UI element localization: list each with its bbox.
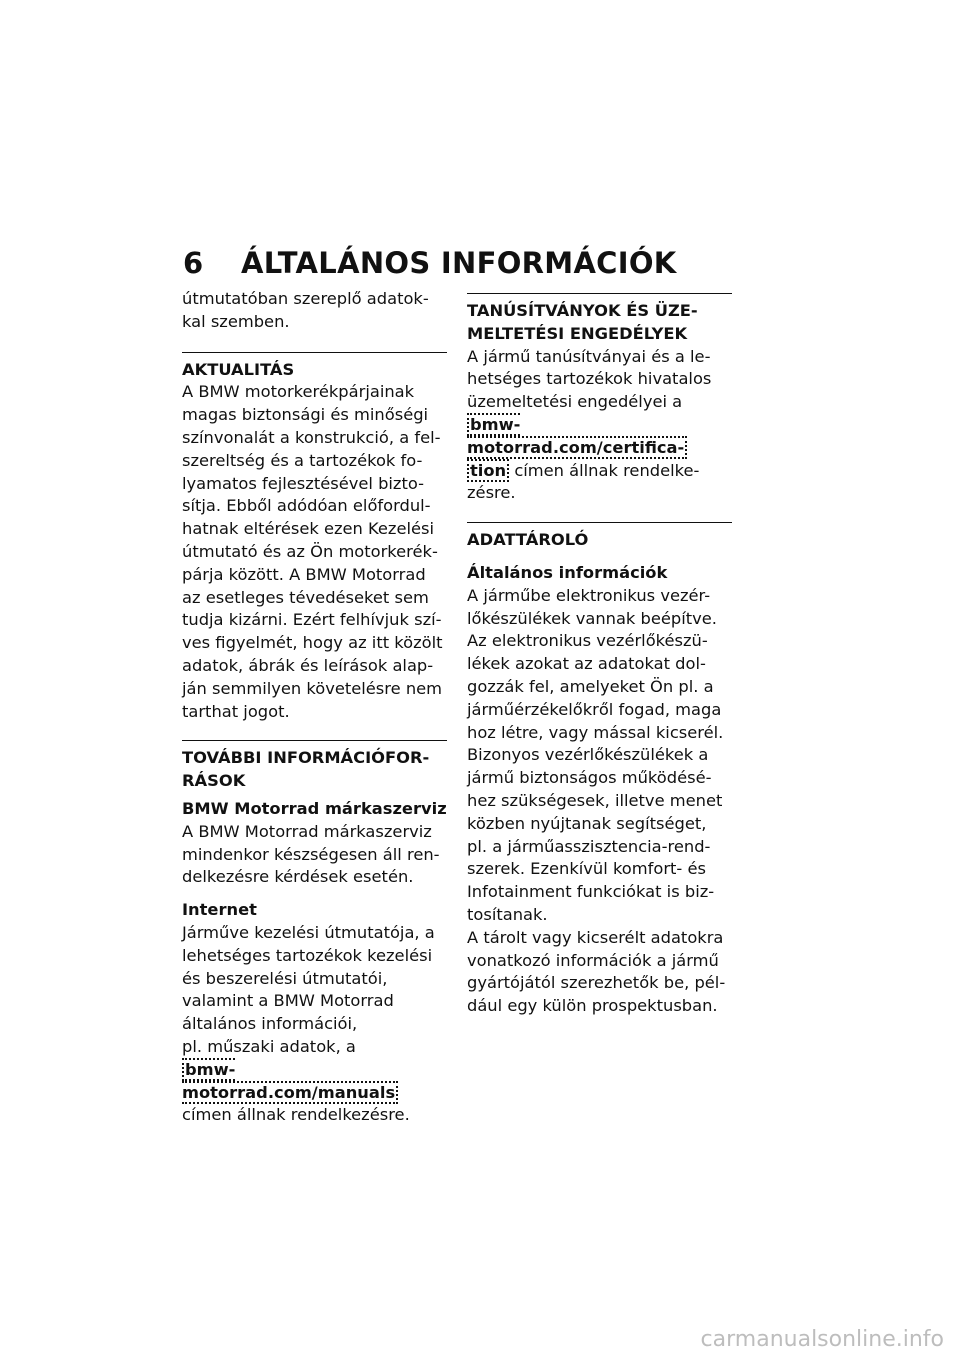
text-line: zésre. [467, 483, 516, 503]
chapter-title: ÁLTALÁNOS INFORMÁCIÓK [241, 246, 677, 280]
subheading-markaszerviz: BMW Motorrad márkaszerviz [182, 798, 447, 818]
text-line: és beszerelési útmutatói, [182, 968, 388, 988]
subheading-internet: Internet [182, 900, 257, 920]
section-divider [467, 522, 732, 523]
markaszerviz-text [182, 821, 447, 889]
right-column [467, 288, 732, 1018]
text-line: pl. a járműasszisztencia-rend- [467, 836, 711, 856]
text-line: Bizonyos vezérlőkészülékek a [467, 745, 709, 765]
text-line: tudja kizárni. Ezért felhívjuk szí- [182, 610, 442, 630]
section-heading-aktualitas: AKTUALITÁS [182, 359, 295, 379]
text-line: az esetleges tévedéseket sem [182, 587, 429, 607]
page-title [183, 245, 883, 281]
text-line: hetséges tartozékok hivatalos [467, 369, 712, 389]
text-line: Infotainment funkciókat is biz- [467, 882, 715, 902]
section-divider [467, 293, 732, 294]
text-line: delkezésre kérdések esetén. [182, 867, 414, 887]
text-line: lehetséges tartozékok kezelési [182, 945, 433, 965]
manuals-link[interactable]: bmw-motorrad.com/manuals [182, 1058, 398, 1104]
text-line: A tárolt vagy kicserélt adatokra [467, 927, 724, 947]
text-line: szerek. Ezenkívül komfort- és [467, 859, 706, 879]
text-line: szereltség és a tartozékok fo- [182, 450, 423, 470]
text-line: jármű biztonságos működésé- [467, 768, 712, 788]
text-line: közben nyújtanak segítséget, [467, 813, 707, 833]
text-line: hoz létre, vagy mással kicserél. [467, 722, 724, 742]
text-line: A járműbe elektronikus vezér- [467, 585, 711, 605]
certification-link-part2[interactable]: tion [467, 459, 509, 482]
text-line: magas biztonsági és minőségi [182, 405, 429, 425]
text-line: pl. műszaki adatok, a [182, 1036, 356, 1056]
left-column [182, 288, 447, 1127]
altalanos-text [467, 585, 732, 1018]
section-divider [182, 352, 447, 353]
text-line: A BMW motorkerékpárjainak [182, 382, 415, 402]
heading-line: MELTETÉSI ENGEDÉLYEK [467, 323, 688, 343]
intro-text [182, 288, 447, 334]
text-line: tarthat jogot. [182, 701, 290, 721]
text-line: A jármű tanúsítványai és a le- [467, 346, 711, 366]
text-line: útmutatóban szereplő adatok- [182, 289, 429, 308]
text-line: valamint a BMW Motorrad [182, 991, 394, 1011]
text-line: üzemeltetési engedélyei a [467, 392, 683, 412]
text-line: lékek azokat az adatokat dol- [467, 654, 706, 674]
text-line: színvonalát a konstrukció, a fel- [182, 427, 441, 447]
text-line: dául egy külön prospektusban. [467, 996, 718, 1016]
text-line: gozzák fel, amelyeket Ön pl. a [467, 676, 714, 696]
internet-text [182, 922, 447, 1127]
text-line: tosítanak. [467, 904, 548, 924]
text-line: gyártójától szerezhetők be, pél- [467, 973, 726, 993]
text-line: sítja. Ebből adódóan előfordul- [182, 496, 431, 516]
text-line: címen állnak rendelke- [509, 460, 700, 480]
section-heading-tanusitvanyok [467, 300, 732, 346]
text-line: ves figyelmét, hogy az itt közölt [182, 633, 443, 653]
text-line: hatnak eltérések ezen Kezelési [182, 519, 435, 539]
section-divider [182, 740, 447, 741]
watermark: carmanualsonline.info [700, 1327, 944, 1352]
text-line: címen állnak rendelkezésre. [182, 1105, 410, 1125]
section-heading-tovabbi [182, 747, 447, 793]
text-line: járműérzékelőkről fogad, maga [467, 699, 722, 719]
tanusitvanyok-text [467, 346, 732, 506]
text-line: általános információi, [182, 1014, 358, 1034]
heading-line: TANÚSÍTVÁNYOK ÉS ÜZE- [467, 301, 698, 320]
text-line: útmutató és az Ön motorkerék- [182, 541, 438, 561]
text-line: ján semmilyen követelésre nem [182, 678, 443, 698]
heading-line: TOVÁBBI INFORMÁCIÓFOR- [182, 748, 430, 768]
chapter-number: 6 [183, 246, 204, 280]
text-line: Járműve kezelési útmutatója, a [182, 922, 435, 942]
text-line: mindenkor készségesen áll ren- [182, 844, 440, 864]
certification-link-part1[interactable]: bmw-motorrad.com/certifica- [467, 413, 687, 459]
text-line: adatok, ábrák és leírások alap- [182, 655, 434, 675]
text-line: A BMW Motorrad márkaszerviz [182, 821, 432, 841]
text-line: lyamatos fejlesztésével bizto- [182, 473, 424, 493]
section-heading-adattarolo: ADATTÁROLÓ [467, 530, 589, 550]
text-line: vonatkozó információk a jármű [467, 950, 719, 970]
text-line: kal szemben. [182, 311, 290, 331]
text-line: Az elektronikus vezérlőkészü- [467, 631, 708, 651]
heading-line: RÁSOK [182, 771, 246, 791]
text-line: lőkészülékek vannak beépítve. [467, 608, 717, 628]
subheading-altalanos: Általános információk [467, 562, 668, 582]
text-line: hez szükségesek, illetve menet [467, 790, 723, 810]
aktualitas-text [182, 381, 447, 723]
text-line: párja között. A BMW Motorrad [182, 564, 426, 584]
